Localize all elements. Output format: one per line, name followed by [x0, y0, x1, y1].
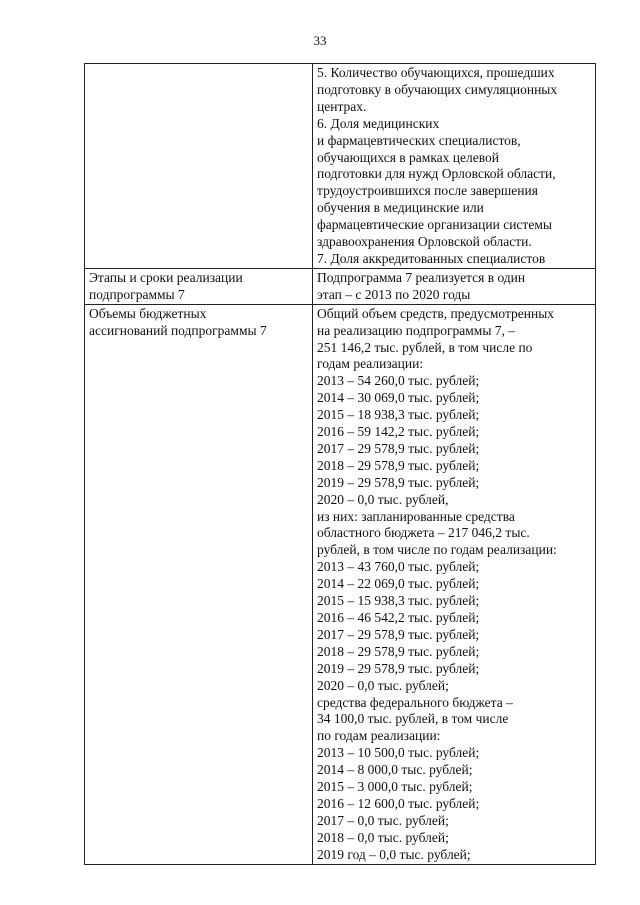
cell-text-line: Общий объем средств, предусмотренных [317, 305, 555, 321]
cell-text-line: 2013 – 54 260,0 тыс. рублей; [317, 373, 480, 389]
cell-text-line: 6. Доля медицинских [317, 115, 440, 131]
cell-text-line: 2016 – 12 600,0 тыс. рублей; [317, 795, 480, 811]
cell-text-line: 2013 – 43 760,0 тыс. рублей; [317, 559, 480, 575]
cell-text-line: 2016 – 46 542,2 тыс. рублей; [317, 610, 480, 625]
cell-text-line: 2016 – 59 142,2 тыс. рублей; [317, 424, 480, 440]
cell-text-line: Подпрограмма 7 реализуется в один [317, 269, 526, 285]
cell-text-line: 2019 год – 0,0 тыс. рублей; [317, 846, 471, 862]
table-cell-right [313, 304, 596, 864]
cell-text-line: на реализацию подпрограммы 7, – [317, 322, 516, 338]
cell-text-line: по годам реализации: [317, 728, 441, 744]
cell-text-line: здравоохранения Орловской области. [317, 234, 532, 250]
cell-text-line: 5. Количество обучающихся, прошедших [317, 65, 555, 80]
cell-text-line: 2017 – 0,0 тыс. рублей; [317, 812, 449, 828]
cell-text-line: 2014 – 30 069,0 тыс. рублей; [317, 390, 480, 406]
table-cell-right [313, 268, 596, 304]
cell-text-line: 2019 – 29 578,9 тыс. рублей; [317, 660, 480, 676]
cell-text-line: фармацевтические организации системы [317, 217, 552, 233]
cell-text-line: 7. Доля аккредитованных специалистов [317, 250, 546, 266]
table-cell-left [85, 268, 313, 304]
table-row [85, 268, 596, 304]
cell-text-line: областного бюджета – 217 046,2 тыс. [317, 525, 530, 541]
table-row [85, 304, 596, 864]
cell-text-line: обучения в медицинские или [317, 200, 484, 216]
cell-text-line: 2014 – 22 069,0 тыс. рублей; [317, 576, 480, 592]
table-row [85, 64, 596, 269]
cell-text-line: центрах. [317, 98, 367, 114]
cell-text-line: 2018 – 0,0 тыс. рублей; [317, 829, 449, 845]
table-cell-left [85, 64, 313, 269]
cell-text-line: 251 146,2 тыс. рублей, в том числе по [317, 339, 533, 355]
cell-text-line: подпрограммы 7 [89, 286, 185, 302]
table-cell-left [85, 304, 313, 864]
passport-table [84, 63, 596, 865]
cell-text-line: рублей, в том числе по годам реализации: [317, 542, 557, 558]
cell-text-line: Этапы и сроки реализации [89, 269, 243, 285]
cell-text-line: 2013 – 10 500,0 тыс. рублей; [317, 745, 480, 761]
cell-text-line: 34 100,0 тыс. рублей, в том числе [317, 711, 509, 727]
cell-text-line: годам реализации: [317, 356, 424, 372]
cell-text-line: 2018 – 29 578,9 тыс. рублей; [317, 643, 480, 659]
cell-text-line: 2014 – 8 000,0 тыс. рублей; [317, 762, 473, 778]
cell-text-line: 2018 – 29 578,9 тыс. рублей; [317, 457, 480, 473]
page-number: 33 [313, 33, 327, 48]
cell-text-line: и фармацевтических специалистов, [317, 132, 521, 148]
cell-text-line: 2020 – 0,0 тыс. рублей; [317, 677, 449, 693]
cell-text-line: 2015 – 15 938,3 тыс. рублей; [317, 593, 480, 609]
cell-text-line: обучающихся в рамках целевой [317, 149, 499, 165]
cell-text-line: 2015 – 18 938,3 тыс. рублей; [317, 407, 480, 423]
cell-text-line: этап – с 2013 по 2020 годы [317, 286, 471, 302]
cell-text-line: из них: запланированные средства [317, 508, 515, 524]
cell-text-line: ассигнований подпрограммы 7 [89, 322, 267, 338]
table-cell-right [313, 64, 596, 269]
cell-text-line: 2019 – 29 578,9 тыс. рублей; [317, 474, 480, 490]
cell-text-line: подготовку в обучающих симуляционных [317, 81, 558, 97]
cell-text-line: 2015 – 3 000,0 тыс. рублей; [317, 779, 473, 795]
cell-text-line: трудоустроившихся после завершения [317, 183, 538, 199]
cell-text-line: подготовки для нужд Орловской области, [317, 166, 556, 182]
cell-text-line: 2017 – 29 578,9 тыс. рублей; [317, 626, 480, 642]
cell-text-line: Объемы бюджетных [89, 305, 207, 321]
cell-text-line: 2017 – 29 578,9 тыс. рублей; [317, 440, 480, 456]
cell-text-line: 2020 – 0,0 тыс. рублей, [317, 491, 449, 507]
table-body [85, 64, 596, 865]
cell-text-line: средства федерального бюджета – [317, 694, 513, 710]
